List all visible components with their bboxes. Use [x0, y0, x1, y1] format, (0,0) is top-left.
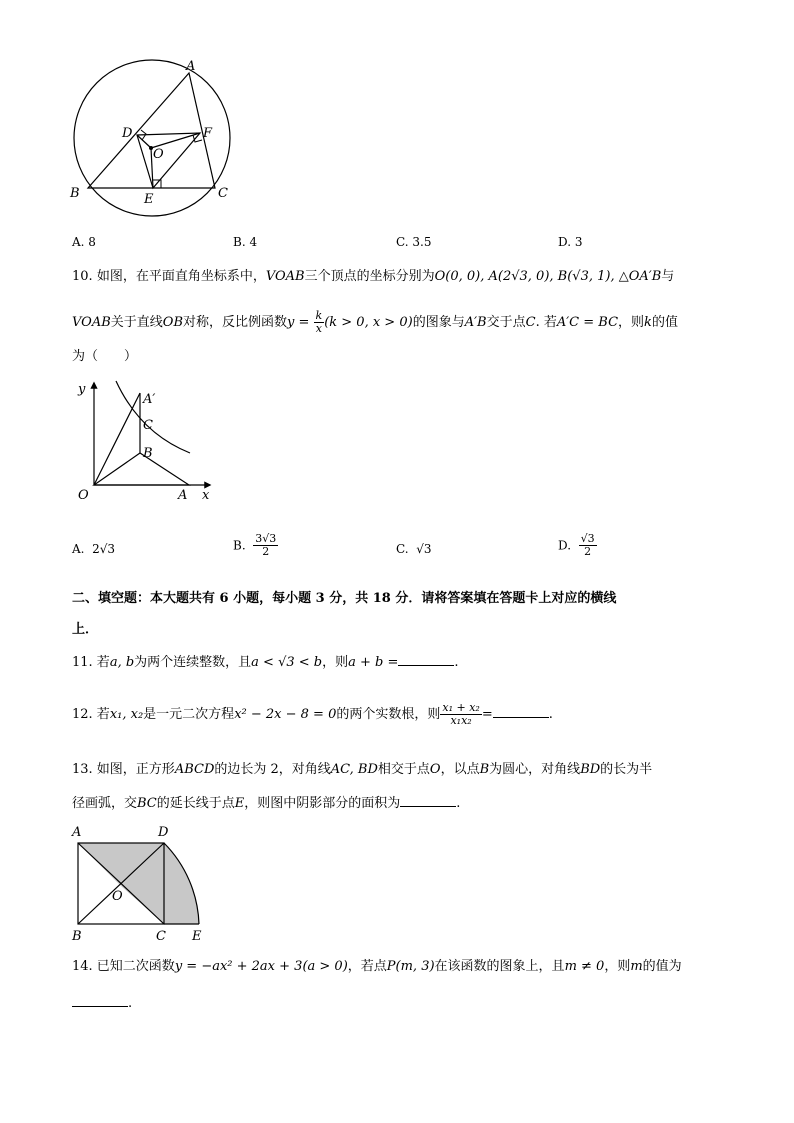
label-d: D	[158, 825, 169, 840]
label-o: O	[78, 488, 89, 503]
q14-answer-blank[interactable]	[72, 1006, 128, 1007]
q10-number: 10.	[72, 269, 93, 284]
label-b: B	[70, 186, 80, 201]
q9-option-b: B. 4	[233, 235, 258, 249]
label-a: A	[186, 59, 196, 74]
q12-answer-blank[interactable]	[493, 717, 549, 718]
q10-figure	[70, 375, 230, 505]
q10-line1: 10. 如图，在平面直角坐标系中，VOAB三个顶点的坐标分别为O(0, 0), A(2√3, 0), B(√3, 1), △OA′B与	[72, 269, 675, 284]
q9-option-d: D. 3	[558, 235, 583, 249]
q14-line1: 14. 已知二次函数y = −ax² + 2ax + 3(a > 0)，若点P(m, 3)在该函数的图象上，且m ≠ 0，则m的值为	[72, 959, 682, 974]
label-f: F	[203, 126, 213, 141]
label-c: C	[218, 186, 228, 201]
label-aprime: A′	[143, 392, 156, 407]
fraction-sum-over-product: $\frac{\text{x₁ + x₂}}{\text{x₁x₂}}$	[442, 701, 480, 728]
label-c: C	[156, 929, 166, 944]
label-e: E	[192, 929, 202, 944]
section2-title-line1: 二、填空题：本大题共有 6 小题，每小题 3 分，共 18 分．请将答案填在答题卡上对应的横线	[72, 591, 617, 606]
q10-option-a: A. 2√3	[72, 542, 116, 556]
triangle-abc	[88, 73, 215, 188]
label-a: A	[72, 825, 82, 840]
label-a: A	[178, 488, 188, 503]
q11-answer-blank[interactable]	[398, 665, 454, 666]
fraction-sqrt3-over-2: $\frac{√3}{2}$	[580, 532, 595, 559]
shaded-arc-region	[164, 843, 199, 924]
label-d: D	[122, 126, 133, 141]
fraction-k-over-x: $\frac{k}{x}$	[315, 309, 323, 336]
q10-line3: 为（ ）	[72, 349, 138, 364]
q13-figure	[68, 820, 218, 945]
label-b: B	[143, 446, 153, 461]
q11-line: 11. 若a, b为两个连续整数，且a < √3 < b，则a + b = .	[72, 655, 459, 670]
q13-answer-blank[interactable]	[400, 806, 456, 807]
q10-option-d: D. $\frac{√3}{2}$	[558, 532, 595, 559]
segment-oaprime	[94, 393, 140, 485]
q9-option-a: A. 8	[72, 235, 96, 249]
q14-line2: .	[72, 997, 132, 1010]
q10-line2: VOAB关于直线OB对称，反比例函数y = $\frac{k}{x}$ (k > 0, x > 0)的图象与A′B交于点C. 若A′C = BC，则k的值	[72, 309, 678, 336]
fraction-3sqrt3-over-2: $\frac{3√3}{2}$	[255, 532, 277, 559]
label-b: B	[72, 929, 82, 944]
label-o: O	[153, 147, 164, 162]
label-x: x	[202, 488, 210, 503]
section2-title-line2: 上．	[72, 622, 99, 637]
label-o: O	[112, 889, 123, 904]
q9-option-c: C. 3.5	[396, 235, 432, 249]
q13-line1: 13. 如图，正方形ABCD的边长为 2，对角线AC, BD相交于点O，以点B为圆心，对角线BD的长为半	[72, 762, 653, 777]
q10-option-b: B. $\frac{3√3}{2}$	[233, 532, 277, 559]
q10-option-c: C. √3	[396, 542, 432, 556]
label-y: y	[78, 382, 86, 397]
triangle-def	[137, 133, 200, 188]
q13-line2: 径画弧，交BC的延长线于点E，则图中阴影部分的面积为 .	[72, 796, 461, 811]
q9-figure	[60, 55, 245, 230]
q12-line: 12. 若x₁, x₂是一元二次方程x² − 2x − 8 = 0的两个实数根，则 $\frac{\text{x₁ + x₂}}{\text{x₁x₂}}$ = .	[72, 701, 553, 728]
label-c: C	[143, 418, 153, 433]
label-e: E	[144, 192, 154, 207]
